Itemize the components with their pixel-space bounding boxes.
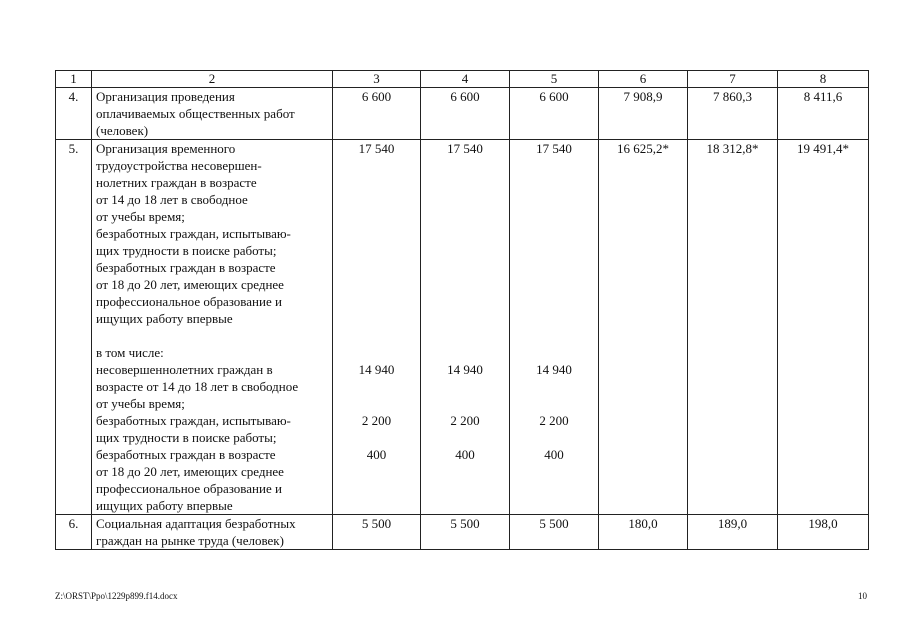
description-line: безработных граждан, испытываю- bbox=[96, 226, 291, 241]
value-cell-5: 5 500 bbox=[510, 515, 599, 550]
value-total: 17 540 bbox=[447, 141, 483, 156]
header-cell-4: 4 bbox=[421, 71, 510, 88]
value-cell-6: 16 625,2* bbox=[599, 140, 688, 515]
value-cell-3: 6 600 bbox=[333, 88, 421, 140]
description-line: щих трудности в поиске работы; bbox=[96, 430, 277, 445]
value-sub: 400 bbox=[544, 447, 564, 462]
value-cell-3: 5 500 bbox=[333, 515, 421, 550]
description-line: несовершеннолетних граждан в bbox=[96, 362, 273, 377]
value-cell-7: 189,0 bbox=[688, 515, 778, 550]
value-cell-5: 6 600 bbox=[510, 88, 599, 140]
value-cell-4: 5 500 bbox=[421, 515, 510, 550]
description-line: от 14 до 18 лет в свободное bbox=[96, 192, 248, 207]
value-cell-7: 7 860,3 bbox=[688, 88, 778, 140]
description-line: безработных граждан в возрасте bbox=[96, 447, 276, 462]
header-cell-7: 7 bbox=[688, 71, 778, 88]
value-total: 17 540 bbox=[536, 141, 572, 156]
description-line: Социальная адаптация безработных bbox=[96, 516, 296, 531]
description-line: профессиональное образование и bbox=[96, 481, 282, 496]
value-cell-4 bbox=[421, 140, 510, 515]
description-line: от учебы время; bbox=[96, 396, 185, 411]
value-sub: 2 200 bbox=[361, 413, 392, 428]
description-line: оплачиваемых общественных работ bbox=[96, 106, 295, 121]
row-number: 4. bbox=[56, 88, 92, 140]
spacer bbox=[96, 327, 328, 344]
header-row bbox=[56, 71, 869, 88]
description-line: Организация временного bbox=[96, 141, 236, 156]
file-path-footer: Z:\ORST\Ppo\1229p899.f14.docx bbox=[55, 591, 178, 601]
description-line: Организация проведения bbox=[96, 89, 235, 104]
indicators-table bbox=[55, 70, 869, 550]
value-sub: 14 940 bbox=[536, 362, 572, 377]
row-description bbox=[92, 88, 333, 140]
row-description bbox=[92, 515, 333, 550]
description-line: возрасте от 14 до 18 лет в свободное bbox=[96, 379, 299, 394]
value-cell-8: 19 491,4* bbox=[778, 140, 869, 515]
header-cell-6: 6 bbox=[599, 71, 688, 88]
value-cell-8: 198,0 bbox=[778, 515, 869, 550]
description-line: (человек) bbox=[96, 123, 149, 138]
header-cell-3: 3 bbox=[333, 71, 421, 88]
description-line: безработных граждан в возрасте bbox=[96, 260, 276, 275]
row-description bbox=[92, 140, 333, 515]
value-cell-8: 8 411,6 bbox=[778, 88, 869, 140]
value-sub: 2 200 bbox=[539, 413, 569, 428]
header-cell-8: 8 bbox=[778, 71, 869, 88]
description-line: нолетних граждан в возрасте bbox=[96, 175, 257, 190]
page-number: 10 bbox=[858, 591, 867, 601]
value-total: 17 540 bbox=[358, 141, 395, 156]
value-cell-4: 6 600 bbox=[421, 88, 510, 140]
description-line: безработных граждан, испытываю- bbox=[96, 413, 291, 428]
header-cell-2: 2 bbox=[92, 71, 333, 88]
description-line: ищущих работу впервые bbox=[96, 498, 233, 513]
value-cell-6: 7 908,9 bbox=[599, 88, 688, 140]
description-line: ищущих работу впервые bbox=[96, 311, 233, 326]
description-line: от 18 до 20 лет, имеющих среднее bbox=[96, 464, 284, 479]
description-line: в том числе: bbox=[96, 345, 164, 360]
description-line: от учебы время; bbox=[96, 209, 185, 224]
value-sub: 14 940 bbox=[447, 362, 483, 377]
table-row bbox=[56, 140, 869, 515]
value-sub: 400 bbox=[366, 447, 387, 462]
row-number: 5. bbox=[56, 140, 92, 515]
header-cell-1: 1 bbox=[56, 71, 92, 88]
value-sub: 2 200 bbox=[450, 413, 480, 428]
description-line: граждан на рынке труда (человек) bbox=[96, 533, 284, 548]
description-line: профессиональное образование и bbox=[96, 294, 282, 309]
table-row bbox=[56, 515, 869, 550]
header-cell-5: 5 bbox=[510, 71, 599, 88]
description-line: щих трудности в поиске работы; bbox=[96, 243, 277, 258]
value-sub: 14 940 bbox=[358, 362, 395, 377]
description-line: от 18 до 20 лет, имеющих среднее bbox=[96, 277, 284, 292]
value-cell-6: 180,0 bbox=[599, 515, 688, 550]
value-sub: 400 bbox=[455, 447, 475, 462]
row-number: 6. bbox=[56, 515, 92, 550]
description-line: трудоустройства несовершен- bbox=[96, 158, 262, 173]
table-row bbox=[56, 88, 869, 140]
value-cell-7: 18 312,8* bbox=[688, 140, 778, 515]
value-cell-5 bbox=[510, 140, 599, 515]
value-cell-3 bbox=[333, 140, 421, 515]
